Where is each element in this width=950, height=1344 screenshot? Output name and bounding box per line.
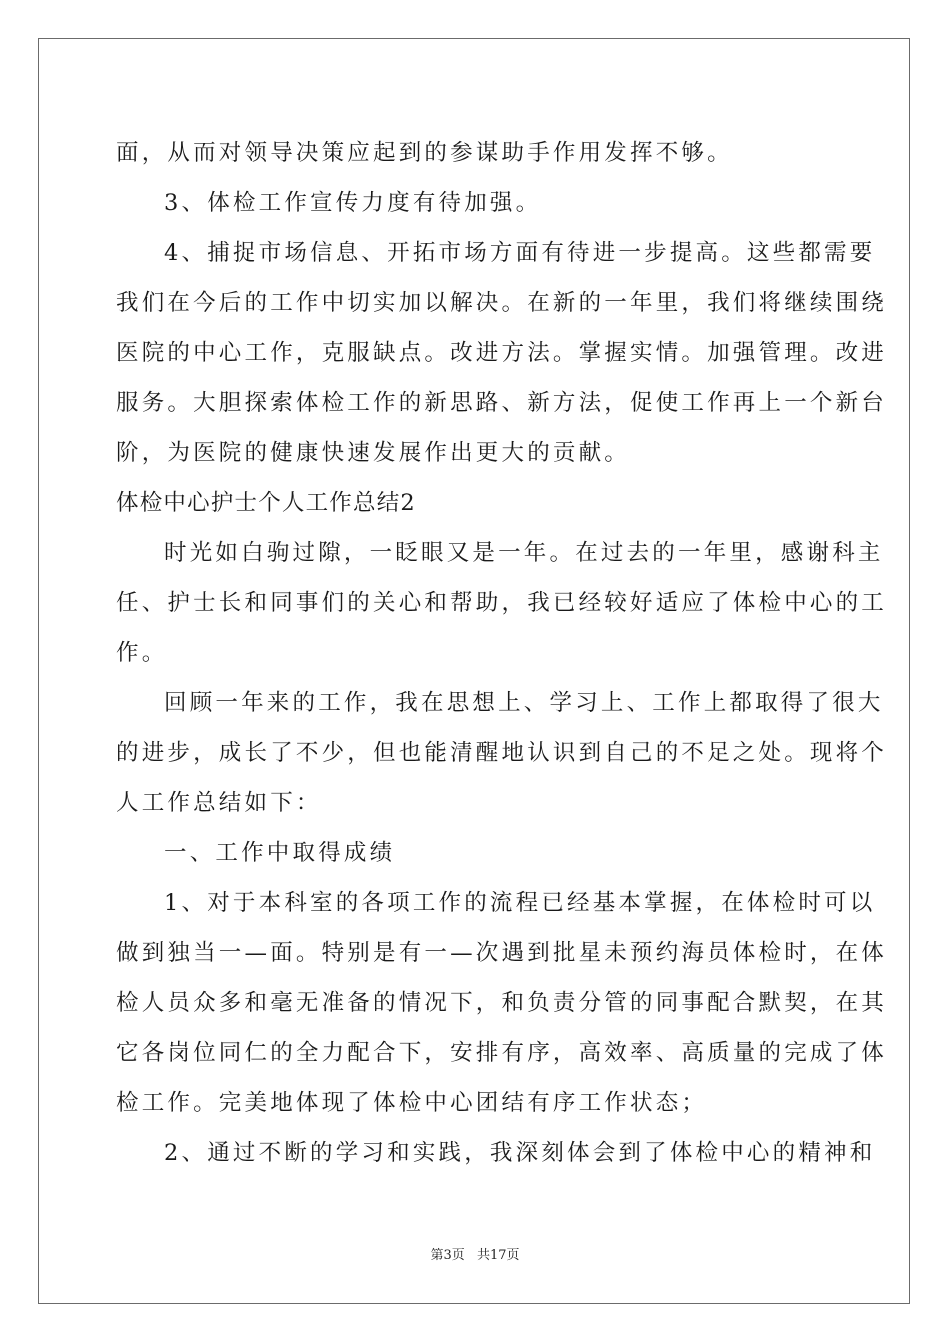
paragraph-line: 面，从而对领导决策应起到的参谋助手作用发挥不够。 [116, 140, 733, 166]
paragraph-line: 检工作。完美地体现了体检中心团结有序工作状态； [116, 1090, 708, 1116]
paragraph-line: 检人员众多和毫无准备的情况下，和负责分管的同事配合默契，在其 [116, 990, 888, 1016]
document-body [116, 128, 888, 1178]
subsection-heading: 一、工作中取得成绩 [164, 840, 396, 866]
page-total: 共17页 [476, 1248, 520, 1263]
paragraph-line: 的进步，成长了不少，但也能清醒地认识到自己的不足之处。现将个 [116, 740, 888, 766]
paragraph-line: 做到独当一—面。特别是有一—次遇到批星未预约海员体检时，在体 [116, 940, 888, 966]
paragraph-line: 医院的中心工作，克服缺点。改进方法。掌握实情。加强管理。改进 [116, 340, 888, 366]
paragraph-line: 4、捕捉市场信息、开拓市场方面有待进一步提高。这些都需要 [164, 240, 876, 266]
paragraph-line: 1、对于本科室的各项工作的流程已经基本掌握，在体检时可以 [164, 890, 876, 916]
paragraph-line: 3、体检工作宣传力度有待加强。 [164, 190, 542, 216]
page-footer [0, 1244, 950, 1263]
paragraph-line: 人工作总结如下： [116, 790, 322, 816]
page-number: 第3页 [430, 1248, 465, 1263]
paragraph-line: 它各岗位同仁的全力配合下，安排有序，高效率、高质量的完成了体 [116, 1040, 888, 1066]
section-heading: 体检中心护士个人工作总结2 [116, 490, 416, 516]
paragraph-line: 阶，为医院的健康快速发展作出更大的贡献。 [116, 440, 631, 466]
paragraph-line: 回顾一年来的工作，我在思想上、学习上、工作上都取得了很大 [164, 690, 884, 716]
paragraph-line: 时光如白驹过隙，一眨眼又是一年。在过去的一年里，感谢科主 [164, 540, 884, 566]
paragraph-line: 服务。大胆探索体检工作的新思路、新方法，促使工作再上一个新台 [116, 390, 888, 416]
paragraph-line: 我们在今后的工作中切实加以解决。在新的一年里，我们将继续围绕 [116, 290, 888, 316]
paragraph-line: 作。 [116, 640, 168, 666]
paragraph-line: 任、护士长和同事们的关心和帮助，我已经较好适应了体检中心的工 [116, 590, 888, 616]
paragraph-line: 2、通过不断的学习和实践，我深刻体会到了体检中心的精神和 [164, 1140, 876, 1166]
